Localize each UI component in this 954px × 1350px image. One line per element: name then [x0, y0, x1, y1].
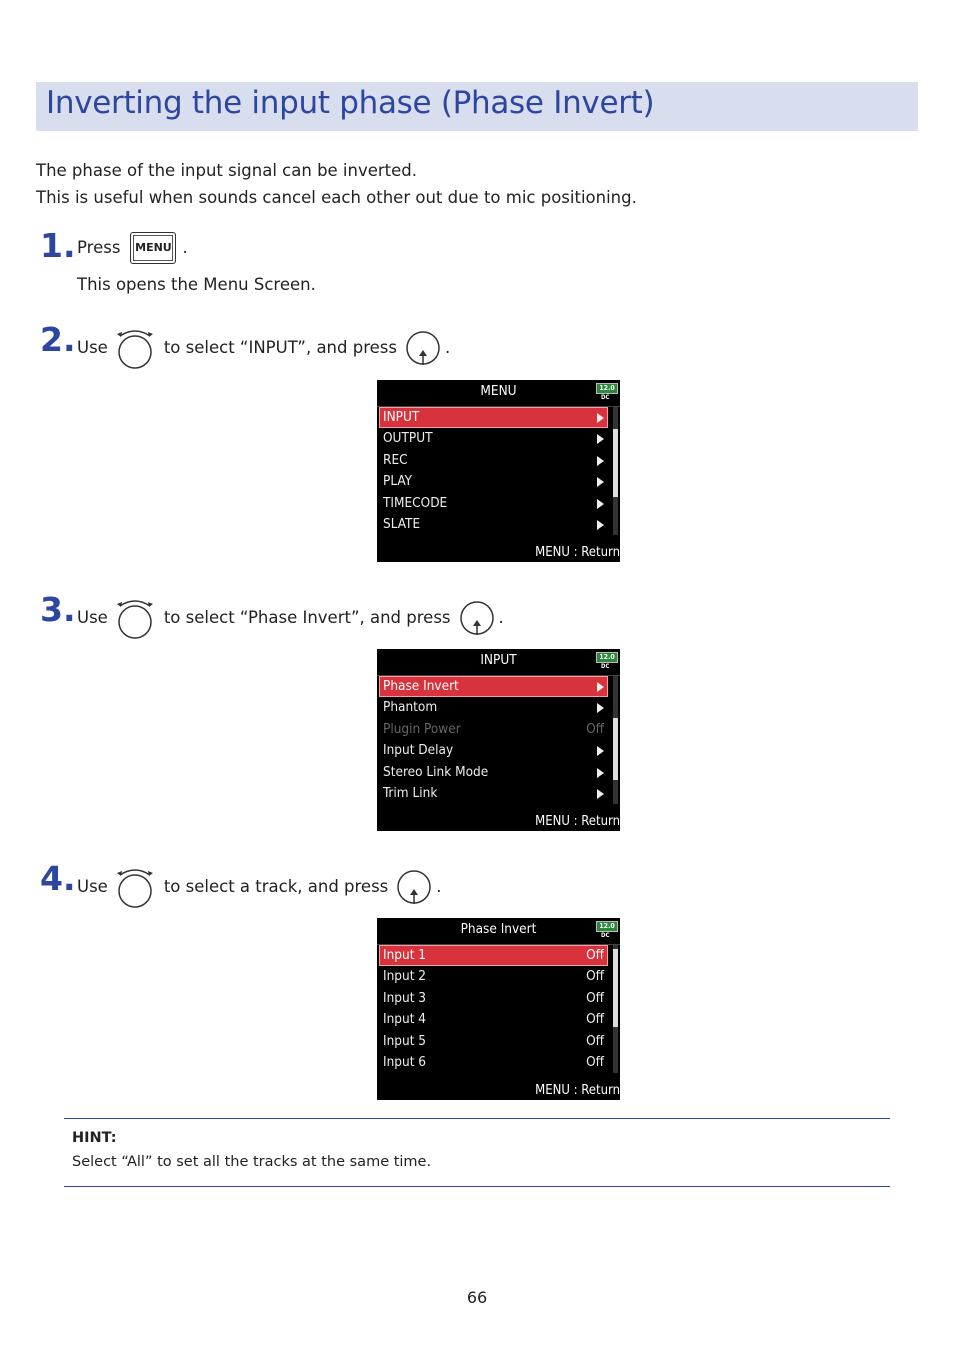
arrow-right-icon [597, 499, 604, 509]
screen-title: INPUT [377, 649, 620, 676]
push-dial-icon [396, 867, 432, 907]
push-dial-icon [405, 328, 441, 368]
menu-item-input-delay[interactable]: Input Delay [379, 740, 608, 761]
step-number: 4. [40, 859, 76, 898]
step-end: . [182, 238, 188, 257]
page-number: 66 [466, 1288, 488, 1307]
menu-item-input[interactable]: INPUT [379, 407, 608, 428]
hint-heading: HINT: [72, 1130, 117, 1146]
menu-item-plugin-power: Plugin Power Off [383, 721, 604, 737]
arrow-right-icon [597, 682, 604, 692]
arrow-right-icon [597, 456, 604, 466]
intro-text [36, 157, 637, 211]
track-item-input-2[interactable]: Input 2 Off [383, 968, 604, 984]
push-dial-icon [459, 598, 495, 638]
arrow-right-icon [597, 477, 604, 487]
step-word: Use [77, 338, 108, 357]
menu-item-phase-invert[interactable]: Phase Invert [379, 676, 608, 697]
step-number: 1. [40, 226, 76, 265]
arrow-right-icon [597, 703, 604, 713]
step-end: . [498, 608, 504, 627]
screen-footer: MENU : Return [535, 1083, 620, 1098]
step-text: to select “INPUT”, and press [163, 338, 397, 357]
scrollbar[interactable] [613, 945, 618, 1073]
arrow-right-icon [597, 789, 604, 799]
intro-line: This is useful when sounds cancel each other out due to mic positioning. [36, 188, 637, 207]
menu-item-play[interactable]: PLAY [379, 471, 608, 492]
menu-item-timecode[interactable]: TIMECODE [379, 493, 608, 514]
menu-item-slate[interactable]: SLATE [379, 514, 608, 535]
menu-screen [377, 380, 620, 562]
step-word: Use [77, 877, 108, 896]
screen-footer: MENU : Return [535, 814, 620, 829]
title-bar [36, 82, 918, 131]
input-screen [377, 649, 620, 831]
arrow-right-icon [597, 434, 604, 444]
menu-item-rec[interactable]: REC [379, 450, 608, 471]
arrow-right-icon [597, 413, 604, 423]
hint-box [64, 1118, 890, 1187]
menu-item-output[interactable]: OUTPUT [379, 428, 608, 449]
scrollbar[interactable] [613, 676, 618, 804]
step-word: Use [77, 608, 108, 627]
screen-title: MENU [377, 380, 620, 407]
battery-icon: 12.0 DC [593, 383, 618, 403]
rotate-dial-icon [116, 326, 154, 370]
track-item-input-3[interactable]: Input 3 Off [383, 990, 604, 1006]
step-text: to select a track, and press [163, 877, 389, 896]
track-item-input-5[interactable]: Input 5 Off [383, 1033, 604, 1049]
intro-line: The phase of the input signal can be inverted. [36, 161, 418, 180]
arrow-right-icon [597, 746, 604, 756]
menu-item-phantom[interactable]: Phantom [379, 697, 608, 718]
hint-text: Select “All” to set all the tracks at the same time. [72, 1154, 432, 1170]
step-end: . [444, 338, 451, 357]
menu-item-trim-link[interactable]: Trim Link [379, 783, 608, 804]
rotate-dial-icon [116, 596, 154, 640]
step-end: . [436, 877, 442, 896]
menu-key-icon: MENU [130, 232, 176, 264]
arrow-right-icon [597, 768, 604, 778]
step-text: to select “Phase Invert”, and press [163, 608, 451, 627]
arrow-right-icon [597, 520, 604, 530]
screen-title: Phase Invert [377, 918, 620, 945]
page-title: Inverting the input phase (Phase Invert) [46, 85, 655, 121]
step-number: 3. [40, 590, 76, 629]
battery-icon: 12.0 DC [593, 652, 618, 672]
track-item-input-6[interactable]: Input 6 Off [383, 1054, 604, 1070]
menu-item-stereo-link-mode[interactable]: Stereo Link Mode [379, 762, 608, 783]
phase-invert-screen [377, 918, 620, 1100]
track-item-input-4[interactable]: Input 4 Off [383, 1011, 604, 1027]
battery-icon: 12.0 DC [593, 921, 618, 941]
step-1-description: This opens the Menu Screen. [77, 275, 316, 294]
track-item-input-1[interactable]: Input 1 Off [379, 945, 608, 966]
scrollbar[interactable] [613, 407, 618, 535]
step-number: 2. [40, 320, 76, 359]
rotate-dial-icon [116, 865, 154, 909]
screen-footer: MENU : Return [535, 545, 620, 560]
step-word: Press [77, 238, 121, 257]
